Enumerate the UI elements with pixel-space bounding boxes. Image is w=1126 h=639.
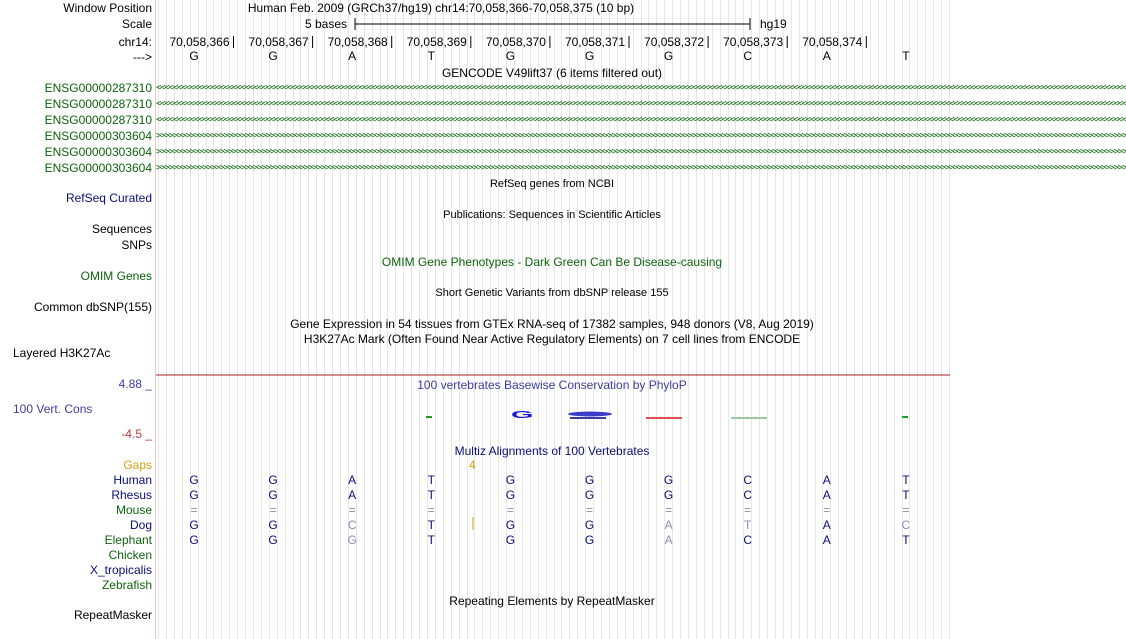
reference-base: G: [663, 49, 674, 63]
conservation-bar: [646, 417, 682, 419]
alignment-base: G: [189, 488, 199, 502]
reference-base: G: [505, 49, 516, 63]
dbsnp-title[interactable]: Short Genetic Variants from dbSNP release 155: [435, 287, 669, 299]
refseq-label[interactable]: RefSeq Curated: [65, 191, 152, 205]
reference-base: T: [427, 49, 435, 63]
sequences-label[interactable]: Sequences: [91, 222, 152, 236]
pubs-title[interactable]: Publications: Sequences in Scientific Articles: [443, 209, 661, 221]
repeatmasker-label[interactable]: RepeatMasker: [73, 608, 152, 622]
species-label[interactable]: Chicken: [108, 548, 152, 562]
alignment-base: A: [822, 488, 831, 502]
conservation-bar: [902, 416, 908, 418]
alignment-base: =: [585, 503, 593, 517]
alignment-base: G: [268, 518, 278, 532]
alignment-base: G: [268, 488, 278, 502]
alignment-base: =: [744, 503, 752, 517]
cons-max-label: 4.88 _: [118, 377, 152, 391]
alignment-base: =: [506, 503, 514, 517]
position-label: 70,058,374: [802, 35, 863, 49]
species-label[interactable]: Human: [113, 473, 152, 487]
position-label: 70,058,369: [406, 35, 467, 49]
conservation-bar: [731, 417, 767, 419]
track-label-column[interactable]: [0, 0, 156, 639]
cons-min-label: -4.5 _: [121, 427, 152, 441]
alignment-base: G: [584, 533, 595, 547]
reference-base: T: [902, 49, 910, 63]
h3k27ac-title[interactable]: H3K27Ac Mark (Often Found Near Active Regulatory Elements) on 7 cell lines from ENCODE: [303, 332, 801, 346]
position-label: 70,058,372: [644, 35, 705, 49]
species-label[interactable]: Elephant: [104, 533, 152, 547]
alignment-base: =: [427, 503, 435, 517]
chrom-label: chr14:: [118, 35, 152, 49]
scale-label: Scale: [121, 17, 152, 31]
gene-bar-minus[interactable]: <<<<<<<<<<<<<<<<<<<<<<<<<<<<<<<<<<<<<<<<<<<<<<<<<<<<<<<<<<<<<<<<<<<<<<<<<<<<<<<<<<<<<<<<<<<<<<<<<<<<<<<<<<<<<<<<<<<<<<<<<<<<<<<<<<<<<<<<<<<<<<<<<<<<<<<<<<<<<<<<<<<<<<<<<<<<<<<<<<<<<<<<<<<<<<<<<<<<<<<<<<<<<<<<<<<<<<<<<<<<<<<<<<<<<<: [156, 99, 1126, 109]
alignment-base: T: [902, 488, 910, 502]
alignment-base: A: [664, 518, 673, 532]
alignment-base: A: [822, 518, 831, 532]
alignment-base: G: [505, 488, 516, 502]
scale-assembly: hg19: [760, 17, 787, 31]
alignment-base: G: [584, 518, 595, 532]
dbsnp-label[interactable]: Common dbSNP(155): [33, 300, 152, 314]
alignment-base: A: [348, 488, 357, 502]
alignment-base: T: [427, 488, 435, 502]
gene-bar-minus[interactable]: <<<<<<<<<<<<<<<<<<<<<<<<<<<<<<<<<<<<<<<<<<<<<<<<<<<<<<<<<<<<<<<<<<<<<<<<<<<<<<<<<<<<<<<<<<<<<<<<<<<<<<<<<<<<<<<<<<<<<<<<<<<<<<<<<<<<<<<<<<<<<<<<<<<<<<<<<<<<<<<<<<<<<<<<<<<<<<<<<<<<<<<<<<<<<<<<<<<<<<<<<<<<<<<<<<<<<<<<<<<<<<<<<<<<<<: [156, 83, 1126, 93]
gene-label[interactable]: ENSG00000303604: [44, 145, 152, 159]
refseq-title[interactable]: RefSeq genes from NCBI: [489, 178, 615, 190]
alignment-base: =: [665, 503, 673, 517]
alignment-base: G: [505, 473, 516, 487]
reference-base: G: [584, 49, 595, 63]
conservation-glyph-g: G: [510, 409, 534, 421]
alignment-base: A: [348, 473, 357, 487]
alignment-base: G: [347, 533, 357, 547]
alignment-base: G: [189, 533, 199, 547]
cons-track-label[interactable]: 100 Vert. Cons: [13, 402, 93, 416]
position-label: 70,058,366: [169, 35, 230, 49]
gene-label[interactable]: ENSG00000287310: [44, 97, 152, 111]
alignment-base: T: [744, 518, 752, 532]
conservation-bar: [426, 416, 432, 418]
alignment-base: A: [822, 473, 831, 487]
species-label[interactable]: Zebrafish: [101, 578, 152, 592]
position-label: 70,058,373: [723, 35, 784, 49]
gencode-title[interactable]: GENCODE V49lift37 (6 items filtered out): [441, 66, 663, 80]
conservation-bars: [426, 412, 908, 420]
track-data-area[interactable]: [156, 0, 1126, 639]
species-label[interactable]: X_tropicalis: [89, 563, 152, 577]
position-label: 70,058,367: [248, 35, 309, 49]
alignment-base: A: [822, 533, 831, 547]
alignment-base: T: [427, 518, 435, 532]
gene-label[interactable]: ENSG00000303604: [44, 161, 152, 175]
position-label: 70,058,371: [564, 35, 625, 49]
alignment-base: A: [664, 533, 673, 547]
repeatmasker-title[interactable]: Repeating Elements by RepeatMasker: [449, 594, 655, 608]
alignment-base: C: [743, 473, 753, 487]
alignment-base: =: [902, 503, 910, 517]
position-label: 70,058,370: [485, 35, 546, 49]
alignment-base: C: [743, 488, 753, 502]
alignment-base: G: [505, 518, 516, 532]
gene-bar-plus[interactable]: >>>>>>>>>>>>>>>>>>>>>>>>>>>>>>>>>>>>>>>>>>>>>>>>>>>>>>>>>>>>>>>>>>>>>>>>>>>>>>>>>>>>>>>>>>>>>>>>>>>>>>>>>>>>>>>>>>>>>>>>>>>>>>>>>>>>>>>>>>>>>>>>>>>>>>>>>>>>>>>>>>>>>>>>>>>>>>>>>>>>>>>>>>>>>>>>>>>>>>>>>>>>>>>>>>>>>>>>>>>>>>>>>>>>>>: [156, 131, 1126, 141]
alignment-base: =: [823, 503, 831, 517]
gene-label[interactable]: ENSG00000287310: [44, 113, 152, 127]
species-label[interactable]: Dog: [129, 518, 152, 532]
position-label: 70,058,368: [327, 35, 388, 49]
reference-base: A: [822, 49, 831, 63]
window-position-value: Human Feb. 2009 (GRCh37/hg19) chr14:70,058,366-70,058,375 (10 bp): [247, 1, 635, 15]
alignment-base: C: [347, 518, 357, 532]
alignment-base: C: [743, 533, 753, 547]
reference-base: A: [348, 49, 357, 63]
scale-bar-text: 5 bases: [305, 17, 348, 31]
gene-bar-plus[interactable]: >>>>>>>>>>>>>>>>>>>>>>>>>>>>>>>>>>>>>>>>>>>>>>>>>>>>>>>>>>>>>>>>>>>>>>>>>>>>>>>>>>>>>>>>>>>>>>>>>>>>>>>>>>>>>>>>>>>>>>>>>>>>>>>>>>>>>>>>>>>>>>>>>>>>>>>>>>>>>>>>>>>>>>>>>>>>>>>>>>>>>>>>>>>>>>>>>>>>>>>>>>>>>>>>>>>>>>>>>>>>>>>>>>>>>>: [156, 163, 1126, 173]
gaps-value: 4: [469, 458, 476, 472]
conservation-bar: [568, 412, 612, 417]
gene-label[interactable]: ENSG00000303604: [44, 129, 152, 143]
h3k27ac-label[interactable]: Layered H3K27Ac: [13, 346, 111, 360]
alignment-base: G: [663, 473, 674, 487]
gene-label[interactable]: ENSG00000287310: [44, 81, 152, 95]
alignment-base: G: [663, 488, 674, 502]
alignment-base: G: [189, 473, 199, 487]
gene-bar-plus[interactable]: >>>>>>>>>>>>>>>>>>>>>>>>>>>>>>>>>>>>>>>>>>>>>>>>>>>>>>>>>>>>>>>>>>>>>>>>>>>>>>>>>>>>>>>>>>>>>>>>>>>>>>>>>>>>>>>>>>>>>>>>>>>>>>>>>>>>>>>>>>>>>>>>>>>>>>>>>>>>>>>>>>>>>>>>>>>>>>>>>>>>>>>>>>>>>>>>>>>>>>>>>>>>>>>>>>>>>>>>>>>>>>>>>>>>>>: [156, 147, 1126, 157]
snps-label[interactable]: SNPs: [121, 238, 152, 252]
reference-base: C: [743, 49, 753, 63]
alignment-base: G: [505, 533, 516, 547]
gaps-label[interactable]: Gaps: [123, 458, 152, 472]
omim-label[interactable]: OMIM Genes: [80, 269, 152, 283]
alignment-base: C: [901, 518, 911, 532]
alignment-base: G: [584, 488, 595, 502]
alignment-base: =: [348, 503, 356, 517]
strand-label: --->: [133, 50, 152, 64]
alignment-base: T: [902, 473, 910, 487]
reference-base: G: [268, 49, 278, 63]
alignment-base: T: [902, 533, 910, 547]
alignment-base: G: [189, 518, 199, 532]
reference-base: G: [189, 49, 199, 63]
species-label[interactable]: Mouse: [115, 503, 152, 517]
alignment-base: G: [268, 533, 278, 547]
gene-bar-minus[interactable]: <<<<<<<<<<<<<<<<<<<<<<<<<<<<<<<<<<<<<<<<<<<<<<<<<<<<<<<<<<<<<<<<<<<<<<<<<<<<<<<<<<<<<<<<<<<<<<<<<<<<<<<<<<<<<<<<<<<<<<<<<<<<<<<<<<<<<<<<<<<<<<<<<<<<<<<<<<<<<<<<<<<<<<<<<<<<<<<<<<<<<<<<<<<<<<<<<<<<<<<<<<<<<<<<<<<<<<<<<<<<<<<<<<<<<<: [156, 115, 1126, 125]
alignment-base: =: [269, 503, 277, 517]
window-position-label: Window Position: [63, 1, 152, 15]
omim-title[interactable]: OMIM Gene Phenotypes - Dark Green Can Be Disease-causing: [381, 255, 723, 269]
species-label[interactable]: Rhesus: [111, 488, 152, 502]
conservation-title[interactable]: 100 vertebrates Basewise Conservation by PhyloP: [417, 378, 687, 392]
alignment-base: T: [427, 473, 435, 487]
conservation-bar: [570, 417, 606, 419]
gtex-title[interactable]: Gene Expression in 54 tissues from GTEx RNA-seq of 17382 samples, 948 donors (V8, Aug 2019): [290, 317, 814, 331]
alignment-base: G: [268, 473, 278, 487]
multiz-title[interactable]: Multiz Alignments of 100 Vertebrates: [454, 444, 650, 458]
alignment-base: =: [190, 503, 198, 517]
alignment-base: T: [427, 533, 435, 547]
alignment-base: G: [584, 473, 595, 487]
